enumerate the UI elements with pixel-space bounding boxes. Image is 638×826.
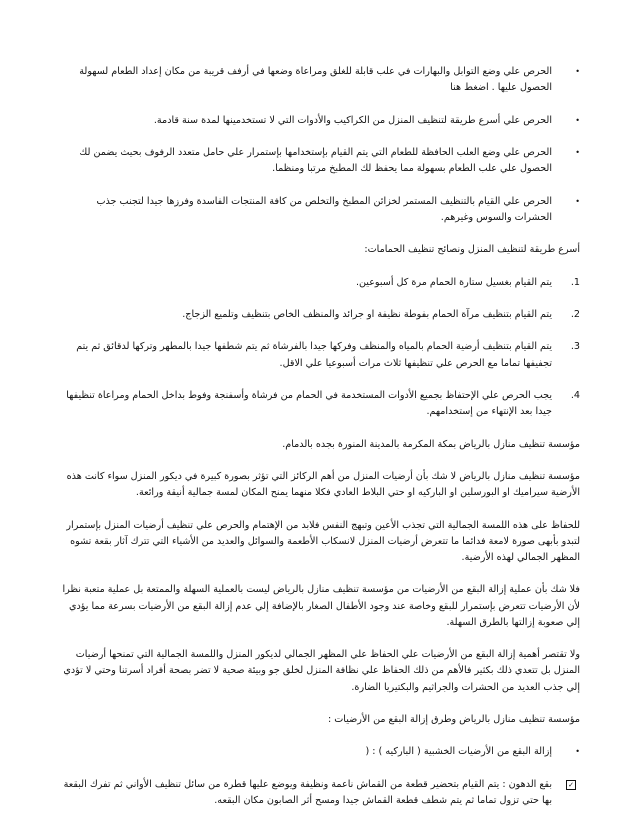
bullet-marker: • xyxy=(575,747,580,757)
item-number: 3. xyxy=(570,341,580,353)
bullet-item xyxy=(58,64,580,96)
numbered-item xyxy=(58,307,580,323)
numbered-item xyxy=(58,339,580,371)
bullet-item xyxy=(58,744,580,760)
item-text: يتم القيام بغسيل ستارة الحمام مرة كل أسبوعين. xyxy=(355,276,552,288)
bullet-item xyxy=(58,194,580,226)
numbered-item xyxy=(58,275,580,291)
item-number: 2. xyxy=(570,308,580,320)
body-paragraph: مؤسسة تنظيف منازل بالرياض لا شك بأن أرضيات المنزل من أهم الركائز التي تؤثر بصورة كبيرة في ديكور المنزل سواء كانت هذه الأرضية سيراميك او البورسلين او الباركيه او حتي البلاط العادي فكلا منهما يمنح المكان لمسة جمالية أنيقة ورائعة. xyxy=(66,470,580,499)
checkbox-icon: ✓ xyxy=(566,780,576,790)
section-heading: أسرع طريقة لتنظيف المنزل ونصائح تنظيف الحمامات: xyxy=(364,244,580,256)
bullet-text: الحرص علي أسرع طريقة لتنظيف المنزل من الكراكيب والأدوات التي لا تستخدمينها لمدة سنة قادمة. xyxy=(153,114,552,126)
item-text: يتم القيام بتنظيف مرآة الحمام بفوطة نظيفة او جرائد والمنظف الخاص بتنظيف وتلميع الزجاج. xyxy=(182,308,552,320)
item-number: 1. xyxy=(570,276,580,288)
bullet-item xyxy=(58,145,580,177)
bullet-text: الحرص علي وضع العلب الحافظة للطعام التي يتم القيام بإستخدامها بإستمرار علي حامل متعدد الرفوف بحيث يضمن لك الحصول علي علب الطعام بسهولة مما يحفظ لك المطبخ مرتبا ومنظما. xyxy=(79,146,552,175)
bullet-marker: • xyxy=(575,67,580,76)
bullet-text: إزالة البقع من الأرضيات الخشبية ( الباركيه ) : ( xyxy=(365,746,552,758)
item-number: 4. xyxy=(570,389,580,401)
bullet-item xyxy=(58,113,580,129)
bullet-text: الحرص علي القيام بالتنظيف المستمر لخزائن المطبخ والتخلص من كافة المنتجات الفاسدة وفرزها جيدا لتجنب جذب الحشرات والسوس وغيرهم. xyxy=(96,195,552,223)
body-paragraph: فلا شك بأن عملية إزالة البقع من الأرضيات من مؤسسة تنظيف منازل بالرياض ليست بالعملية السهلة والممتعة بل عملية متعبة نظرا لأن الأرضيات تتعرض بإستمرار للبقع وخاصة عند وجود الأطفال الصغار بالإضافة إلي عدم إزالة البقع من الأرضيات بسرعة مما يؤدي إلي صعوبة إزالتها بالطرق السهلة. xyxy=(62,584,580,628)
company-line: مؤسسة تنظيف منازل بالرياض بمكة المكرمة بالمدينة المنورة بجده بالدمام. xyxy=(282,438,580,450)
bullet-text: الحرص علي وضع التوابل والبهارات في علب قابلة للغلق ومراعاة وضعها في أرفف قريبة من مكان إعداد الطعام لسهولة الحصول عليها . اضغط هنا xyxy=(79,66,552,94)
checkbox-text: بقع الدهون : يتم القيام بتحضير قطعة من القماش ناعمة ونظيفة ويوضع عليها قطرة من سائل تنظيف الأواني ثم تفرك البقعة بها حتي تزول تماما ثم يتم شطف قطعة القماش جيدا ومسح أثر الصابون مكان البقعه. xyxy=(63,778,552,806)
section-heading: مؤسسة تنظيف منازل بالرياض وطرق إزالة البقع من الأرضيات : xyxy=(327,713,580,725)
item-text: يتم القيام بتنظيف أرضية الحمام بالمياه والمنظف وفركها جيدا بالفرشاة ثم يتم شطفها جيدا بالمطهر وتركها لدقائق ثم يتم تجفيفها تماما مع الحرص علي تنظيفها ثلاث مرات أسبوعيا علي الاقل. xyxy=(76,341,552,369)
bullet-marker: • xyxy=(575,196,580,206)
bullet-marker: • xyxy=(575,147,580,157)
body-paragraph: ولا تقتصر أهمية إزالة البقع من الأرضيات علي الحفاظ علي المظهر الجمالي لديكور المنزل واللمسة الجمالية التي تمنحها أرضيات المنزل بل تتعدي ذلك بكثير فالأهم من ذلك الحفاظ علي نظافة المنزل لخلق جو وبيئة صحية لا تضر بصحة أفراد أسرتنا وحتي لا تؤدي إلي جذب العديد من الحشرات والجراثيم والبكتيريا الضارة. xyxy=(63,649,580,693)
numbered-item xyxy=(58,388,580,420)
body-paragraph: للحفاظ على هذه اللمسة الجمالية التي تجذب الأعين وتبهج النفس فلابد من الإهتمام والحرص علي تنظيف أرضيات المنزل بإستمرار لتبدو بأبهى صورة لامعة فدائما ما تتعرض أرضيات المنزل لانسكاب الأطعمة والسوائل والعديد من الأشياء التي تترك آثار بقعة تشوه المظهر الجمالي لهذه الأرضية. xyxy=(66,519,580,563)
bullet-marker: • xyxy=(575,115,580,125)
checkbox-item xyxy=(58,777,580,809)
item-text: يجب الحرص علي الإحتفاظ بجميع الأدوات المستخدمة في الحمام من فرشاة وأسفنجة وفوط بداخل الحمام ومراعاة تنظيفها جيدا بعد الإنتهاء من إستخدامهم. xyxy=(66,389,552,418)
